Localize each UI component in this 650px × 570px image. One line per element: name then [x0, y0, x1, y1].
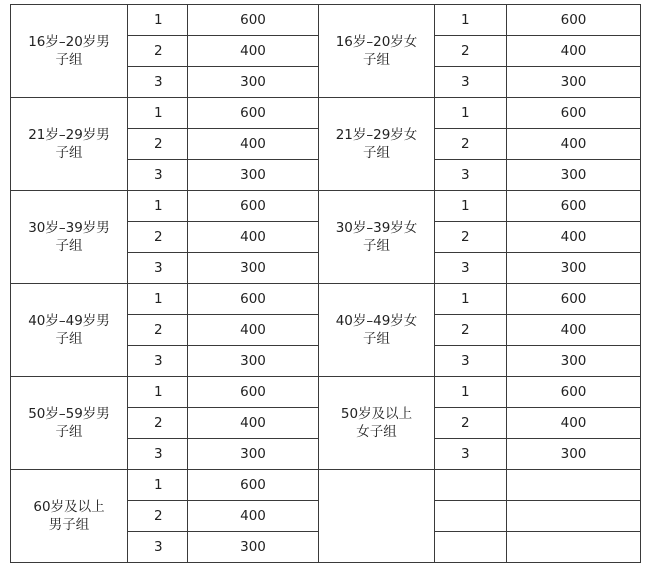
rank-cell: 1 [128, 470, 188, 501]
rank-cell: 2 [435, 222, 507, 253]
table-row [11, 284, 641, 315]
prize-table [10, 4, 641, 563]
male-group-name: 50岁–59岁男子组 [11, 377, 128, 470]
amount-cell: 600 [188, 98, 319, 129]
rank-cell: 1 [435, 98, 507, 129]
female-group-name [319, 470, 435, 563]
amount-cell: 300 [507, 253, 641, 284]
rank-cell: 2 [128, 36, 188, 67]
male-group-name: 16岁–20岁男子组 [11, 5, 128, 98]
amount-cell: 300 [507, 160, 641, 191]
rank-cell: 3 [128, 253, 188, 284]
male-group-name: 30岁–39岁男子组 [11, 191, 128, 284]
amount-cell: 600 [188, 5, 319, 36]
amount-cell: 600 [188, 284, 319, 315]
amount-cell: 400 [507, 315, 641, 346]
rank-cell: 2 [128, 501, 188, 532]
amount-cell: 600 [507, 377, 641, 408]
amount-cell: 300 [188, 67, 319, 98]
amount-cell: 300 [507, 67, 641, 98]
amount-cell: 400 [188, 408, 319, 439]
rank-cell: 3 [128, 532, 188, 563]
amount-cell: 300 [188, 439, 319, 470]
rank-cell: 1 [128, 98, 188, 129]
rank-cell: 1 [435, 284, 507, 315]
amount-cell: 400 [188, 501, 319, 532]
rank-cell: 3 [435, 67, 507, 98]
table-row [11, 5, 641, 36]
amount-cell [507, 532, 641, 563]
rank-cell: 2 [128, 129, 188, 160]
prize-table-body [11, 5, 641, 563]
table-row [11, 377, 641, 408]
table-row [11, 98, 641, 129]
amount-cell: 400 [188, 129, 319, 160]
rank-cell [435, 532, 507, 563]
rank-cell [435, 501, 507, 532]
amount-cell: 600 [188, 377, 319, 408]
male-group-name: 40岁–49岁男子组 [11, 284, 128, 377]
rank-cell: 3 [128, 67, 188, 98]
amount-cell: 400 [507, 129, 641, 160]
rank-cell: 2 [435, 315, 507, 346]
amount-cell: 300 [188, 160, 319, 191]
rank-cell: 3 [128, 346, 188, 377]
amount-cell: 400 [507, 36, 641, 67]
female-group-name: 16岁–20岁女子组 [319, 5, 435, 98]
amount-cell: 600 [507, 5, 641, 36]
rank-cell: 1 [128, 5, 188, 36]
amount-cell: 300 [188, 532, 319, 563]
amount-cell: 400 [188, 222, 319, 253]
female-group-name: 40岁–49岁女子组 [319, 284, 435, 377]
rank-cell: 2 [128, 315, 188, 346]
rank-cell [435, 470, 507, 501]
amount-cell: 400 [507, 222, 641, 253]
amount-cell: 600 [507, 98, 641, 129]
amount-cell: 400 [188, 315, 319, 346]
rank-cell: 3 [435, 439, 507, 470]
rank-cell: 1 [128, 284, 188, 315]
rank-cell: 2 [128, 222, 188, 253]
rank-cell: 3 [435, 160, 507, 191]
male-group-name: 21岁–29岁男子组 [11, 98, 128, 191]
amount-cell: 600 [188, 191, 319, 222]
amount-cell: 300 [188, 346, 319, 377]
amount-cell: 300 [507, 439, 641, 470]
rank-cell: 2 [128, 408, 188, 439]
rank-cell: 2 [435, 408, 507, 439]
rank-cell: 1 [435, 191, 507, 222]
amount-cell: 600 [507, 284, 641, 315]
female-group-name: 21岁–29岁女子组 [319, 98, 435, 191]
amount-cell [507, 470, 641, 501]
rank-cell: 1 [435, 5, 507, 36]
rank-cell: 2 [435, 129, 507, 160]
rank-cell: 1 [435, 377, 507, 408]
amount-cell: 400 [507, 408, 641, 439]
rank-cell: 3 [435, 346, 507, 377]
rank-cell: 3 [435, 253, 507, 284]
rank-cell: 2 [435, 36, 507, 67]
female-group-name: 50岁及以上女子组 [319, 377, 435, 470]
male-group-name: 60岁及以上男子组 [11, 470, 128, 563]
amount-cell: 300 [188, 253, 319, 284]
rank-cell: 3 [128, 160, 188, 191]
amount-cell: 600 [507, 191, 641, 222]
rank-cell: 3 [128, 439, 188, 470]
amount-cell: 400 [188, 36, 319, 67]
amount-cell: 300 [507, 346, 641, 377]
amount-cell: 600 [188, 470, 319, 501]
amount-cell [507, 501, 641, 532]
table-row [11, 191, 641, 222]
rank-cell: 1 [128, 377, 188, 408]
table-row [11, 470, 641, 501]
female-group-name: 30岁–39岁女子组 [319, 191, 435, 284]
rank-cell: 1 [128, 191, 188, 222]
